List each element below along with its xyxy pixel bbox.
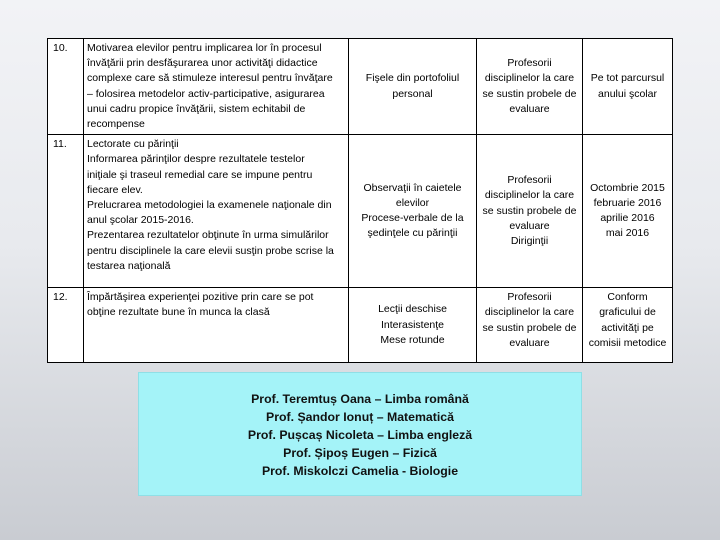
text-line: învăţării prin desfăşurarea unor activităţi didactice	[87, 57, 318, 70]
text-line: Profesorii	[507, 291, 552, 304]
text-line: se sustin probele de	[482, 87, 577, 100]
activity-result	[349, 135, 477, 288]
author-line: Prof. Pușcaș Nicoleta – Limba engleză	[247, 428, 473, 442]
text-line: Procese-verbale de la	[361, 212, 464, 225]
author-line: Prof. Teremtuș Oana – Limba română	[251, 392, 469, 406]
text-line: disciplinelor la care	[484, 72, 575, 85]
activity-responsible	[477, 135, 583, 288]
text-line: personal	[392, 87, 433, 100]
text-line: Observaţii în caietele	[363, 181, 462, 194]
row-number: 12.	[48, 288, 84, 363]
text-line: testarea naţională	[87, 259, 171, 272]
text-line: Octombrie 2015	[590, 181, 665, 194]
text-line: iniţiale şi traseul remedial care se impune pentru	[87, 168, 313, 181]
text-line: anul şcolar 2015-2016.	[87, 214, 194, 227]
table-row	[48, 288, 673, 363]
text-line: Profesorii	[507, 57, 552, 70]
text-line: pentru disciplinele la care elevii susţin probe scrise la	[87, 244, 334, 257]
text-line: Mese rotunde	[380, 333, 445, 346]
text-line: aprilie 2016	[600, 212, 655, 225]
text-line: activităţi pe	[601, 321, 654, 334]
text-line: graficului de	[599, 306, 656, 319]
table-row	[48, 39, 673, 135]
activity-deadline	[583, 39, 673, 135]
text-line: complexe care să stimuleze interesul pentru învăţare	[87, 72, 333, 85]
activity-deadline	[583, 288, 673, 363]
text-line: Împărtăşirea experienţei pozitive prin care se pot	[87, 291, 314, 304]
text-line: se sustin probele de	[482, 321, 577, 334]
text-line: Interasistenţe	[380, 318, 445, 331]
activity-description	[84, 135, 349, 288]
activity-description	[84, 288, 349, 363]
text-line: Motivarea elevilor pentru implicarea lor în procesul	[87, 42, 322, 54]
text-line: Lecţii deschise	[378, 303, 447, 316]
text-line: elevilor	[395, 197, 430, 210]
text-line: Conform	[607, 291, 648, 304]
text-line: Informarea părinţilor despre rezultatele testelor	[87, 153, 305, 166]
text-line: fiecare elev.	[87, 183, 143, 196]
author-line: Prof. Miskolczi Camelia - Biologie	[261, 464, 459, 478]
activity-result	[349, 288, 477, 363]
text-line: – folosirea metodelor activ-participative, asigurarea	[87, 87, 325, 100]
table-row	[48, 135, 673, 288]
text-line: evaluare	[509, 219, 550, 232]
author-line: Prof. Șipoș Eugen – Fizică	[283, 446, 437, 460]
activity-responsible	[477, 39, 583, 135]
text-line: Profesorii	[507, 174, 552, 187]
text-line: comisii metodice	[588, 336, 667, 349]
authors-box	[138, 372, 582, 496]
row-number: 11.	[48, 135, 84, 288]
activity-description	[84, 39, 349, 135]
activity-responsible	[477, 288, 583, 363]
text-line: obţine rezultate bune în munca la clasă	[87, 306, 270, 319]
text-line: mai 2016	[605, 227, 650, 240]
text-line: Lectorate cu părinţii	[87, 138, 179, 151]
activity-result	[349, 39, 477, 135]
activities-table	[47, 38, 673, 363]
text-line: unui cadru propice învăţării, sistem echitabil de	[87, 102, 306, 115]
text-line: disciplinelor la care	[484, 306, 575, 319]
text-line: Pe tot parcursul	[590, 72, 665, 85]
text-line: şedinţele cu părinţii	[367, 227, 458, 240]
text-line: februarie 2016	[593, 197, 662, 210]
row-number: 10.	[48, 39, 84, 135]
text-line: Diriginţii	[510, 235, 549, 248]
text-line: Prezentarea rezultatelor obţinute în urma simulărilor	[87, 229, 329, 242]
text-line: anului şcolar	[598, 87, 657, 100]
text-line: evaluare	[509, 102, 550, 115]
text-line: se sustin probele de	[482, 204, 577, 217]
activity-deadline	[583, 135, 673, 288]
text-line: Fişele din portofoliul	[365, 72, 460, 85]
author-line: Prof. Șandor Ionuț – Matematică	[266, 410, 454, 424]
text-line: evaluare	[509, 336, 550, 349]
text-line: recompense	[87, 118, 145, 131]
text-line: Prelucrarea metodologiei la examenele naţionale din	[87, 199, 332, 212]
text-line: disciplinelor la care	[484, 189, 575, 202]
